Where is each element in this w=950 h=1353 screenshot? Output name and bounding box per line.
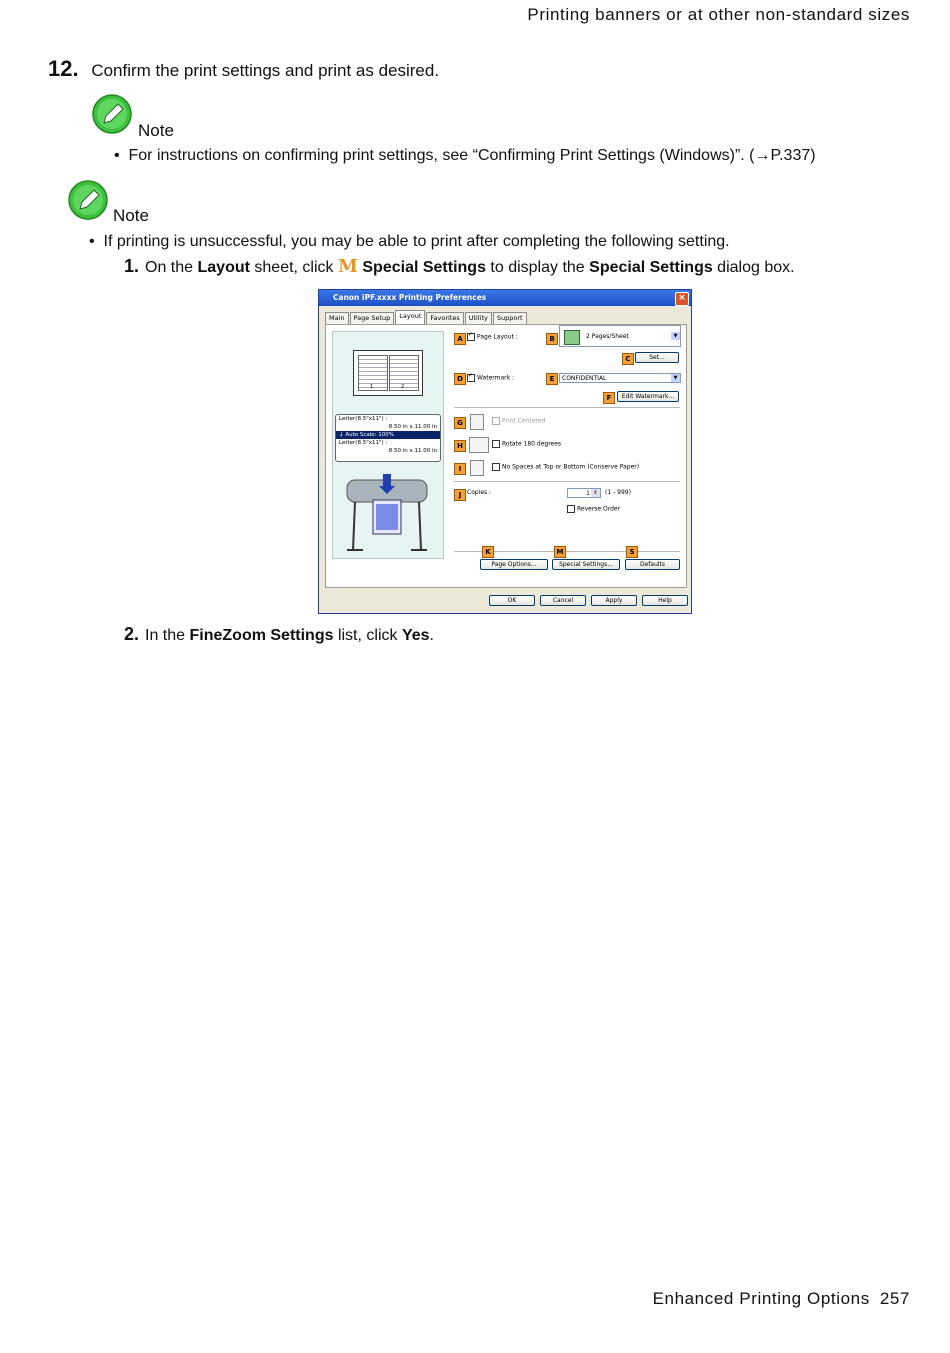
reverse-order-checkbox[interactable]	[567, 505, 620, 513]
text: In the	[145, 627, 190, 644]
text: list, click	[333, 627, 402, 644]
edit-watermark-button[interactable]: Edit Watermark...	[617, 391, 679, 402]
callout-m-icon: M	[337, 256, 358, 277]
callout-i: I	[454, 463, 466, 475]
substep-number: 2.	[124, 624, 140, 644]
no-spaces-label: No Spaces at Top or Bottom (Conserve Paper)	[502, 463, 640, 471]
page-layout-checkbox[interactable]	[467, 333, 518, 341]
callout-b: B	[546, 333, 558, 345]
bold-yes: Yes	[401, 627, 430, 644]
checkbox-unchecked[interactable]	[567, 505, 575, 513]
checkbox-unchecked[interactable]	[492, 440, 500, 448]
dialog-titlebar	[319, 290, 691, 306]
copies-label: Copies :	[467, 489, 492, 496]
callout-f: F	[603, 392, 615, 404]
callout-g: G	[454, 417, 466, 429]
note-bullet-text: For instructions on confirming print settings, see “Confirming Print Settings (Windows)”. (→P.337)	[128, 147, 816, 164]
no-spaces-icon	[470, 460, 484, 476]
cancel-button[interactable]: Cancel	[540, 595, 586, 606]
dialog-title: Canon iPF.xxxx Printing Preferences	[333, 293, 487, 302]
info-line: Letter(8.5"x11") :	[339, 440, 388, 446]
callout-k: K	[482, 546, 494, 558]
tab-page-setup[interactable]: Page Setup	[350, 312, 395, 324]
set-button[interactable]: Set...	[635, 352, 679, 363]
page-number: 257	[879, 1289, 910, 1308]
text: sheet, click	[249, 259, 338, 276]
page-layout-label: Page Layout :	[477, 333, 518, 341]
note-pencil-icon	[92, 94, 132, 134]
callout-c: C	[622, 353, 634, 365]
divider	[454, 481, 680, 482]
note-bullet: • For instructions on confirming print settings, see “Confirming Print Settings (Windows)”. (→P.337)	[114, 147, 816, 164]
bold-finezoom-settings: FineZoom Settings	[189, 627, 334, 644]
rotate-label: Rotate 180 degrees	[502, 440, 562, 448]
special-settings-button[interactable]: Special Settings...	[552, 559, 620, 570]
text: dialog box.	[712, 259, 795, 276]
page-layout-select[interactable]	[559, 325, 681, 347]
preview-page	[353, 350, 423, 396]
preview-info-box	[335, 414, 441, 462]
chevron-down-icon[interactable]: ▼	[671, 374, 680, 382]
page-footer	[643, 1289, 910, 1309]
rotate-icon	[469, 437, 489, 453]
note-bullet: • If printing is unsuccessful, you may be able to print after completing the following setting.	[89, 233, 730, 250]
watermark-label: Watermark :	[477, 374, 515, 382]
watermark-checkbox[interactable]	[467, 374, 514, 382]
note-label: Note	[113, 206, 149, 225]
info-line-selected: ↓ Auto Scale: 100%	[336, 431, 440, 439]
divider	[454, 407, 680, 408]
checkbox-checked[interactable]	[467, 333, 475, 341]
preview-pane	[332, 331, 444, 559]
step-12	[48, 56, 439, 82]
note-label: Note	[138, 121, 174, 140]
tab-utility[interactable]: Utility	[465, 312, 492, 324]
tab-layout[interactable]: Layout	[395, 310, 425, 324]
checkbox-unchecked[interactable]	[492, 463, 500, 471]
page-header: Printing banners or at other non-standard sizes	[527, 5, 910, 24]
print-centered-icon	[470, 414, 484, 430]
substep-number: 1.	[124, 256, 140, 276]
checkbox-unchecked[interactable]	[492, 417, 500, 425]
info-line: 8.50 in x 11.00 in	[388, 448, 437, 454]
page-layout-value: 2 Pages/Sheet	[586, 333, 629, 340]
print-centered-checkbox[interactable]	[492, 417, 545, 425]
callout-a: A	[454, 333, 466, 345]
callout-s: S	[626, 546, 638, 558]
checkbox-checked[interactable]	[467, 374, 475, 382]
step-text: Confirm the print settings and print as desired.	[91, 61, 440, 80]
callout-h: H	[454, 440, 466, 452]
footer-section: Enhanced Printing Options	[652, 1289, 870, 1308]
page-options-button[interactable]: Page Options...	[480, 559, 548, 570]
page-number: 2	[401, 384, 405, 390]
note-pencil-icon	[68, 180, 108, 220]
spin-arrows-icon[interactable]: ⇕	[591, 489, 600, 497]
text: On the	[145, 259, 198, 276]
bold-special-settings: Special Settings	[589, 259, 713, 276]
text: .	[429, 627, 434, 644]
note-bullet-text: If printing is unsuccessful, you may be able to print after completing the following setting.	[103, 233, 730, 250]
no-spaces-checkbox[interactable]	[492, 463, 639, 471]
printing-preferences-dialog	[318, 289, 692, 614]
reverse-order-label: Reverse Order	[577, 505, 621, 513]
copies-value: 1	[586, 490, 590, 497]
substep-2	[124, 624, 434, 645]
apply-button[interactable]: Apply	[591, 595, 637, 606]
ok-button[interactable]: OK	[489, 595, 535, 606]
step-number: 12.	[48, 56, 79, 81]
bold-layout: Layout	[197, 259, 250, 276]
bold-special-settings: Special Settings	[362, 259, 486, 276]
callout-m: M	[554, 546, 566, 558]
watermark-value: CONFIDENTIAL	[562, 375, 607, 382]
preview-sheet-2	[389, 355, 419, 391]
substep-1	[124, 256, 795, 277]
info-line: 8.50 in x 11.00 in	[388, 424, 437, 430]
callout-d: D	[454, 373, 466, 385]
page-number: 1	[370, 384, 374, 390]
info-line: Letter(8.5"x11") :	[339, 416, 388, 422]
close-icon[interactable]: ×	[675, 292, 689, 306]
copies-stepper[interactable]	[567, 488, 601, 498]
preview-sheet-1	[358, 355, 388, 391]
help-button[interactable]: Help	[642, 595, 688, 606]
defaults-button[interactable]: Defaults	[625, 559, 680, 570]
text: to display the	[485, 259, 590, 276]
callout-e: E	[546, 373, 558, 385]
printer-illustration-icon	[343, 472, 431, 554]
layout-panel	[325, 324, 687, 588]
tab-main[interactable]: Main	[325, 312, 349, 324]
watermark-select[interactable]	[559, 373, 681, 383]
print-centered-label: Print Centered	[502, 417, 546, 425]
tab-support[interactable]: Support	[493, 312, 527, 324]
tab-favorites[interactable]: Favorites	[426, 312, 463, 324]
tab-bar	[325, 312, 528, 324]
rotate-checkbox[interactable]	[492, 440, 561, 448]
chevron-down-icon[interactable]: ▼	[671, 332, 680, 340]
layout-thumbnail-icon	[564, 330, 580, 345]
callout-j: J	[454, 489, 466, 501]
copies-range: (1 - 999)	[605, 489, 631, 496]
